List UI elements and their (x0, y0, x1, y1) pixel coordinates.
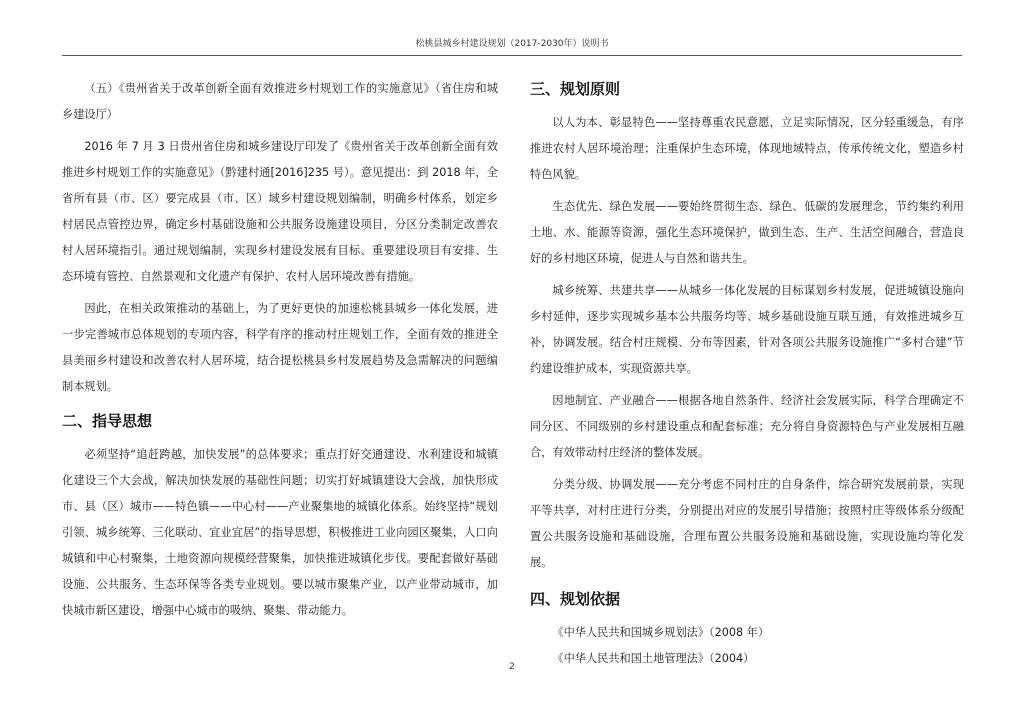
section-heading-guiding-ideology: 二、指导思想 (62, 412, 153, 430)
policy-heading-paragraph: （五）《贵州省关于改革创新全面有效推进乡村规划工作的实施意见》（省住房和城乡建设厅） (62, 82, 498, 121)
principle-classification: 分类分级、协调发展——充分考虑不同村庄的自身条件，综合研究发展前景，实现平等共享，对村庄进行分类，分别提出对应的发展引导措施；按照村庄等级体系分级配置公共服务设施和基础设施，合理布置公共服务设施和基础设施，实现设施均等化发展。 (530, 478, 964, 569)
principle-urban-rural: 城乡统筹、共建共享——从城乡一体化发展的目标谋划乡村发展，促进城镇设施向乡村延伸，逐步实现城乡基本公共服务均等、城乡基础设施互联互通，有效推进城乡互补，协调发展。结合村庄规模、分布等因素，针对各项公共服务设施推广“多村合建”节约建设维护成本，实现资源共享。 (530, 284, 964, 375)
principle-local-conditions: 因地制宜、产业融合——根据各地自然条件、经济社会发展实际，科学合理确定不同分区、不同级别的乡村建设重点和配套标准；充分将自身资源特色与产业发展相互融合，有效带动村庄经济的整体发展。 (530, 394, 964, 459)
section-heading-principles: 三、规划原则 (530, 80, 621, 98)
conclusion-paragraph: 因此，在相关政策推动的基础上，为了更好更快的加速松桃县城乡一体化发展，进一步完善城市总体规划的专项内容，科学有序的推动村庄规划工作，全面有效的推进全县美丽乡村建设和改善农村人居环境，结合提松桃县乡村发展趋势及急需解决的问题编制本规划。 (62, 302, 498, 393)
section-heading-basis: 四、规划依据 (530, 590, 621, 608)
right-column (530, 76, 964, 672)
policy-body-paragraph: 2016 年 7 月 3 日贵州省住房和城乡建设厅印发了《贵州省关于改革创新全面有效推进乡村规划工作的实施意见》（黔建村通[2016]235 号）。意见提出：到 2018 年，全省所有县（市、区）要完成县（市、区）域乡村建设规划编制，明确乡村体系，划定乡村居民点管控边界，确定乡村基础设施和公共服务设施建设项目，分区分类制定改善农村人居环境指引。通过规划编制，实现乡村建设发展有目标、重要建设项目有安排、生态环境有管控、自然景观和文化遗产有保护、农村人居环境改善有措施。 (62, 140, 498, 283)
reference-urban-rural-planning-law: 《中华人民共和国城乡规划法》（2008 年） (552, 626, 770, 639)
reference-land-management-law: 《中华人民共和国土地管理法》（2004） (552, 652, 755, 665)
page-header: 松桃县城乡村建设规划（2017-2030年）说明书 (415, 39, 609, 49)
guiding-ideology-paragraph: 必须坚持“追赶跨越，加快发展”的总体要求；重点打好交通建设、水利建设和城镇化建设三个大会战，解决加快发展的基础性问题；切实打好城镇建设大会战，加快形成市、县（区）城市——特色镇——中心村——产业聚集地的城镇化体系。始终坚持“规划引领、城乡统筹、三化联动、宜业宜居”的指导思想，积极推进工业向园区聚集，人口向城镇和中心村聚集，土地资源向规模经营聚集，加快推进城镇化步伐。要配套做好基础设施、公共服务、生态环保等各类专业规划。要以城市聚集产业，以产业带动城市，加快城市新区建设，增强中心城市的吸纳、聚集、带动能力。 (62, 448, 498, 617)
left-column (62, 76, 498, 624)
principle-people-oriented: 以人为本、彰显特色——坚持尊重农民意愿，立足实际情况，区分轻重缓急，有序推进农村人居环境治理；注重保护生态环境，体现地域特点，传承传统文化，塑造乡村特色风貌。 (530, 116, 964, 181)
header-divider (62, 55, 962, 56)
principle-ecology-first: 生态优先、绿色发展——要始终贯彻生态、绿色、低碳的发展理念，节约集约利用土地、水、能源等资源，强化生态环境保护，做到生态、生产、生活空间融合，营造良好的乡村地区环境，促进人与自然和谐共生。 (530, 200, 964, 265)
page-number: 2 (509, 662, 515, 672)
